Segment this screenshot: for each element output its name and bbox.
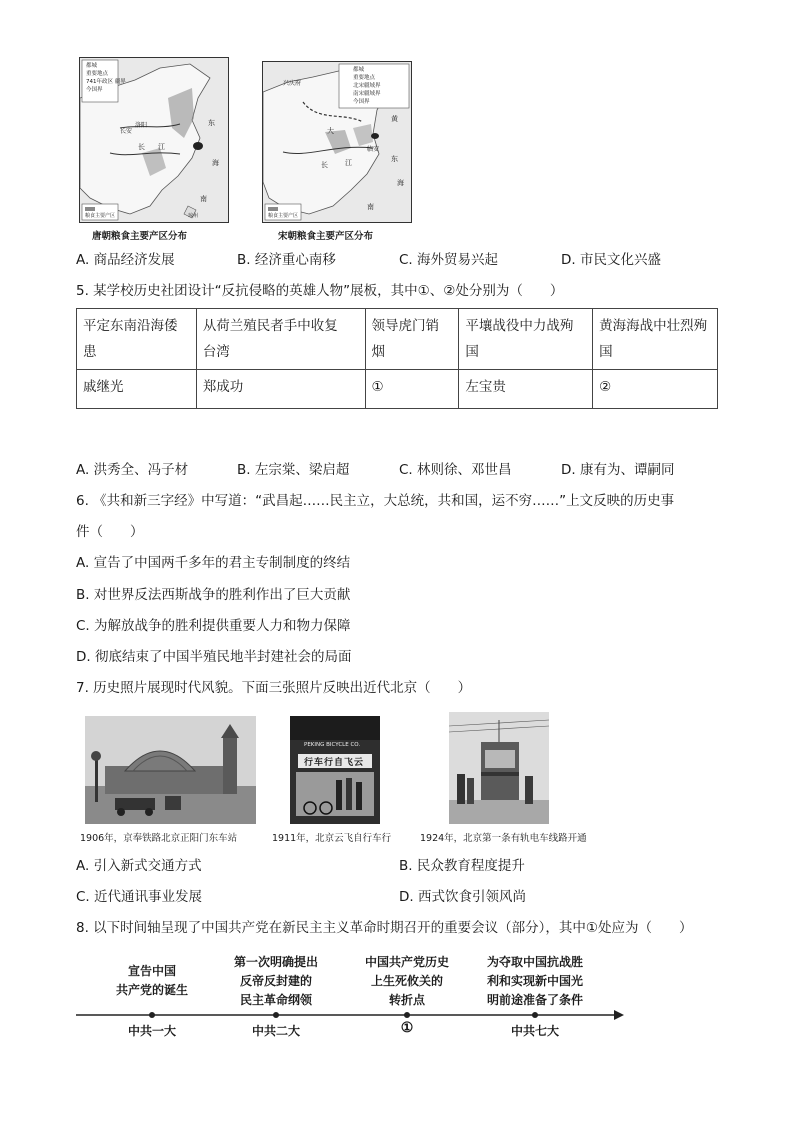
song-label-linan: 临安 [367, 146, 380, 153]
song-label-nan: 南 [367, 203, 374, 211]
song-label-dong: 东 [391, 155, 398, 163]
q5-cell-blank-2: ② [593, 370, 718, 409]
timeline-dot-4 [532, 1012, 538, 1018]
tram-caption: 1924年，北京第一条有轨电车线路开通 [420, 833, 587, 844]
q5-data-row [77, 370, 718, 409]
q5-option-b[interactable]: B. 左宗棠、梁启超 [237, 462, 350, 478]
bicycle-shop-sign: 行车行自飞云 [304, 758, 365, 768]
q7-option-a[interactable]: A. 引入新式交通方式 [76, 858, 202, 874]
q7-option-d[interactable]: D. 西式饮食引领风尚 [399, 889, 526, 905]
timeline-dot-3 [404, 1012, 410, 1018]
q5-header-cell: 领导虎门销 烟 [365, 309, 459, 370]
q5-header-cell: 平定东南沿海倭 患 [77, 309, 197, 370]
q8-stem: 8. 以下时间轴呈现了中国共产党在新民主主义革命时期召开的重要会议（部分），其中①处应为（ ） [76, 920, 693, 936]
timeline-dot-1 [149, 1012, 155, 1018]
tram-drawing [449, 712, 549, 824]
q6-option-b[interactable]: B. 对世界反法西斯战争的胜利作出了巨大贡献 [76, 587, 351, 603]
timeline-event-4-desc: 为夺取中国抗战胜 利和实现新中国光 明前途准备了条件 [486, 955, 583, 1007]
bicycle-shop-drawing [290, 716, 380, 824]
song-legend-4: 南宋疆域界 [353, 91, 381, 97]
tang-label-hai: 海 [212, 159, 219, 167]
tang-label-qiongzhou: 琼州 [188, 213, 199, 219]
timeline-event-3-desc: 中国共产党历史 上生死攸关的 转折点 [364, 955, 449, 1007]
timeline-label-4: 中共七大 [510, 1024, 559, 1038]
q5-stem: 5. 某学校历史社团设计“反抗侵略的英雄人物”展板，其中①、②处分别为（ ） [76, 283, 564, 299]
timeline-label-2: 中共二大 [251, 1024, 300, 1038]
q5-header-row [77, 309, 718, 370]
q5-table [76, 308, 718, 409]
tang-label-dong: 东 [208, 119, 215, 127]
tang-label-chang: 长 [138, 143, 145, 151]
q5-cell: 戚继光 [77, 370, 197, 409]
q5-cell: 郑成功 [196, 370, 365, 409]
tang-label-nan: 南 [200, 195, 207, 203]
song-grain-map [262, 61, 412, 223]
song-label-chang: 长 [321, 161, 328, 169]
tang-label-changan: 长安 [120, 128, 133, 135]
timeline-label-blank: ① [400, 1020, 414, 1036]
tang-grain-map [79, 57, 229, 223]
bicycle-shop-photo [290, 716, 380, 824]
tang-map-caption: 唐朝粮食主要产区分布 [92, 231, 188, 242]
tang-legend-3: 741年政区 疆界 [86, 79, 126, 85]
q4-option-d[interactable]: D. 市民文化兴盛 [561, 252, 661, 268]
tang-legend-4: 今国界 [86, 87, 103, 93]
timeline-event-2-desc: 第一次明确提出 反帝反封建的 民主革命纲领 [233, 955, 318, 1007]
song-legend-3: 北宋疆域界 [353, 83, 381, 89]
q6-option-a[interactable]: A. 宣告了中国两千多年的君主专制制度的终结 [76, 555, 351, 571]
bicycle-shop-sign-english: PEKING BICYCLE CO. [304, 742, 361, 748]
timeline-event-1-desc: 宣告中国 共产党的诞生 [115, 964, 188, 997]
bicycle-shop-caption: 1911年，北京云飞自行车行 [272, 833, 392, 844]
q7-stem: 7. 历史照片展现时代风貌。下面三张照片反映出近代北京（ ） [76, 680, 472, 696]
q5-header-cell: 从荷兰殖民者手中收复 台湾 [196, 309, 365, 370]
q6-stem-line2: 件（ ） [76, 524, 144, 540]
q6-option-d[interactable]: D. 彻底结束了中国半殖民地半封建社会的局面 [76, 649, 352, 665]
railway-station-drawing [85, 716, 256, 824]
song-label-da: 大 [327, 127, 334, 135]
q5-cell: 左宝贵 [459, 370, 593, 409]
song-legend-5: 今国界 [353, 99, 370, 105]
q6-option-c[interactable]: C. 为解放战争的胜利提供重要人力和物力保障 [76, 618, 351, 634]
song-label-xingqingfu: 兴庆府 [283, 80, 302, 87]
song-map-caption: 宋朝粮食主要产区分布 [278, 231, 374, 242]
tang-legend-bottom: 粮食主要产区 [85, 213, 116, 219]
q5-option-c[interactable]: C. 林则徐、邓世昌 [399, 462, 512, 478]
song-label-huang: 黄 [391, 115, 398, 123]
railway-station-caption: 1906年，京奉铁路北京正阳门东车站 [80, 833, 238, 844]
q4-option-b[interactable]: B. 经济重心南移 [237, 252, 336, 268]
q5-cell-blank-1: ① [365, 370, 459, 409]
q5-header-cell: 平壤战役中力战殉 国 [459, 309, 593, 370]
timeline-dot-2 [273, 1012, 279, 1018]
q5-option-d[interactable]: D. 康有为、谭嗣同 [561, 462, 675, 478]
tang-label-jiang: 江 [158, 143, 165, 151]
tang-legend-1: 都城 [86, 63, 98, 69]
q5-header-cell: 黄海海战中壮烈殉 国 [593, 309, 718, 370]
q7-option-c[interactable]: C. 近代通讯事业发展 [76, 889, 203, 905]
song-legend-bottom: 粮食主要产区 [268, 213, 299, 219]
song-label-hai: 海 [397, 179, 404, 187]
q4-option-a[interactable]: A. 商品经济发展 [76, 252, 175, 268]
q4-option-c[interactable]: C. 海外贸易兴起 [399, 252, 499, 268]
railway-station-photo [85, 716, 256, 824]
tram-photo [449, 712, 549, 824]
song-legend-2: 重要地点 [353, 75, 376, 81]
tang-label-luoyang: 洛阳 [135, 122, 148, 129]
q5-option-a[interactable]: A. 洪秀全、冯子材 [76, 462, 189, 478]
song-label-jiang: 江 [345, 159, 352, 167]
timeline-label-1: 中共一大 [127, 1024, 176, 1038]
q7-option-b[interactable]: B. 民众教育程度提升 [399, 858, 525, 874]
tang-legend-2: 重要地点 [86, 71, 109, 77]
song-legend-1: 都城 [353, 67, 365, 73]
q6-stem-line1: 6. 《共和新三字经》中写道：“武昌起……民主立，大总统，共和国，运不穷……”上文反映的历史事 [76, 493, 675, 509]
